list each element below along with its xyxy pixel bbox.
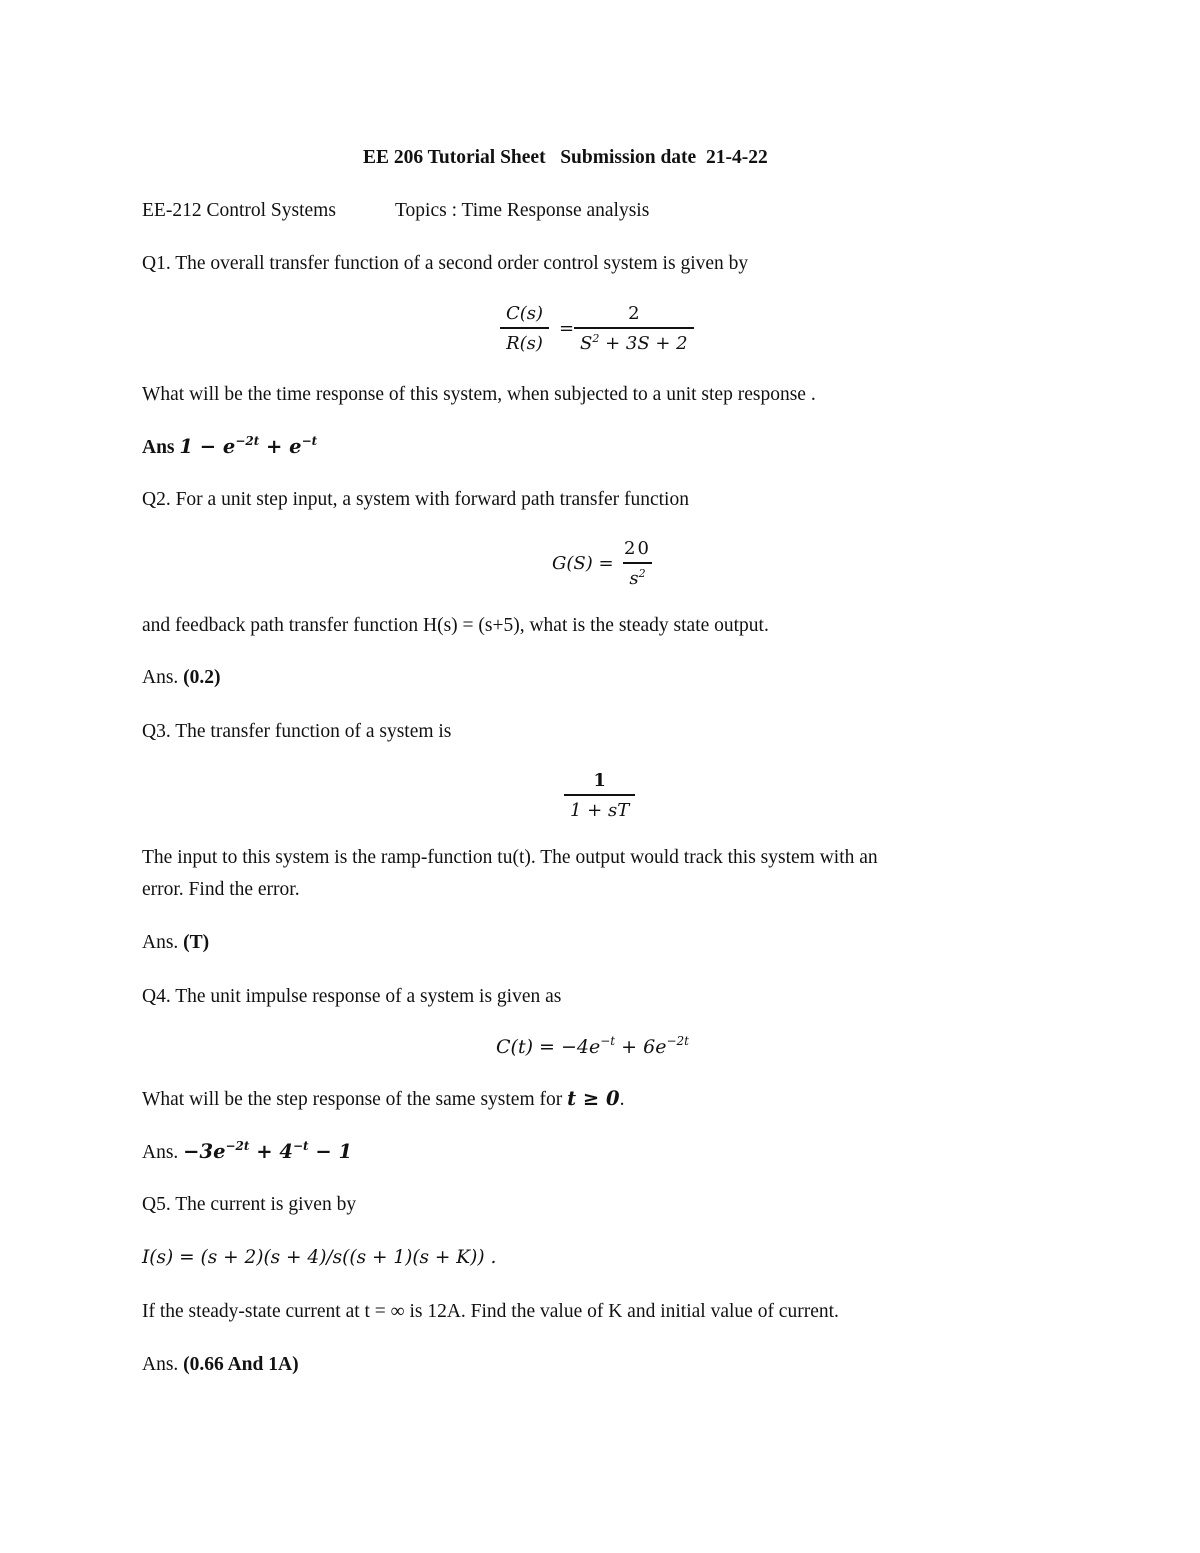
- q5-prompt: If the steady-state current at t = ∞ is 12A. Find the value of K and initial value of current.: [142, 1301, 839, 1322]
- q3-fraction: [564, 770, 635, 821]
- q1-answer: Ans $1 - e^{-2t} + e^{-t}$: [142, 434, 318, 458]
- q1-lhs-denominator: R(s): [500, 327, 549, 354]
- q3-numerator: 1: [593, 770, 606, 791]
- q5-answer: Ans. (0.66 And 1A): [142, 1354, 299, 1375]
- q1-question: Q1. The overall transfer function of a second order control system is given by: [142, 253, 749, 274]
- q4-question: Q4. The unit impulse response of a system is given as: [142, 986, 562, 1007]
- q4-answer: Ans. $-3e^{-2t} + 4^{-t} - 1$: [142, 1139, 353, 1163]
- q3-prompt-line2: error. Find the error.: [142, 879, 300, 900]
- q2-answer: Ans. (0.2): [142, 667, 221, 688]
- q2-denominator: $s^2$: [623, 562, 651, 589]
- q4-prompt: What will be the step response of the same system for t ≥ 0.: [142, 1087, 625, 1110]
- q1-prompt: What will be the time response of this system, when subjected to a unit step response .: [142, 384, 816, 405]
- topics-label: Topics : Time Response analysis: [395, 200, 650, 221]
- q3-question: Q3. The transfer function of a system is: [142, 721, 452, 742]
- q4-equation: $C(t) = -4e^{-t} + 6e^{-2t}$: [496, 1034, 689, 1058]
- q1-rhs-fraction: [574, 303, 694, 354]
- q1-lhs-numerator: C(s): [506, 303, 544, 324]
- q4-condition: t ≥ 0: [567, 1087, 620, 1110]
- q1-rhs-numerator: 2: [628, 303, 640, 324]
- q2-prompt: and feedback path transfer function H(s) = (s+5), what is the steady state output.: [142, 615, 769, 636]
- q2-question: Q2. For a unit step input, a system with forward path transfer function: [142, 489, 689, 510]
- q1-lhs-fraction: [500, 303, 549, 354]
- q3-answer: Ans. (T): [142, 932, 210, 953]
- q2-fraction: [618, 538, 657, 589]
- q1-rhs-denominator: $S^2 + 3S + 2$: [574, 327, 694, 354]
- q3-denominator: 1 + sT: [564, 794, 635, 821]
- q2-numerator: 20: [624, 538, 651, 559]
- q2-lhs: G(S) =: [552, 553, 614, 574]
- q3-prompt-line1: The input to this system is the ramp-function tu(t). The output would track this system with an: [142, 847, 878, 868]
- q5-question: Q5. The current is given by: [142, 1194, 357, 1215]
- q5-equation: I(s) = (s + 2)(s + 4)/s((s + 1)(s + K)) .: [142, 1247, 497, 1268]
- course-name: EE-212 Control Systems: [142, 200, 336, 221]
- q1-answer-expression: $1 - e^{-2t} + e^{-t}$: [179, 434, 318, 458]
- q4-answer-expression: $-3e^{-2t} + 4^{-t} - 1$: [183, 1139, 353, 1163]
- page-title: EE 206 Tutorial Sheet Submission date 21-4-22: [363, 147, 768, 168]
- q1-equals-sign: =: [559, 318, 575, 339]
